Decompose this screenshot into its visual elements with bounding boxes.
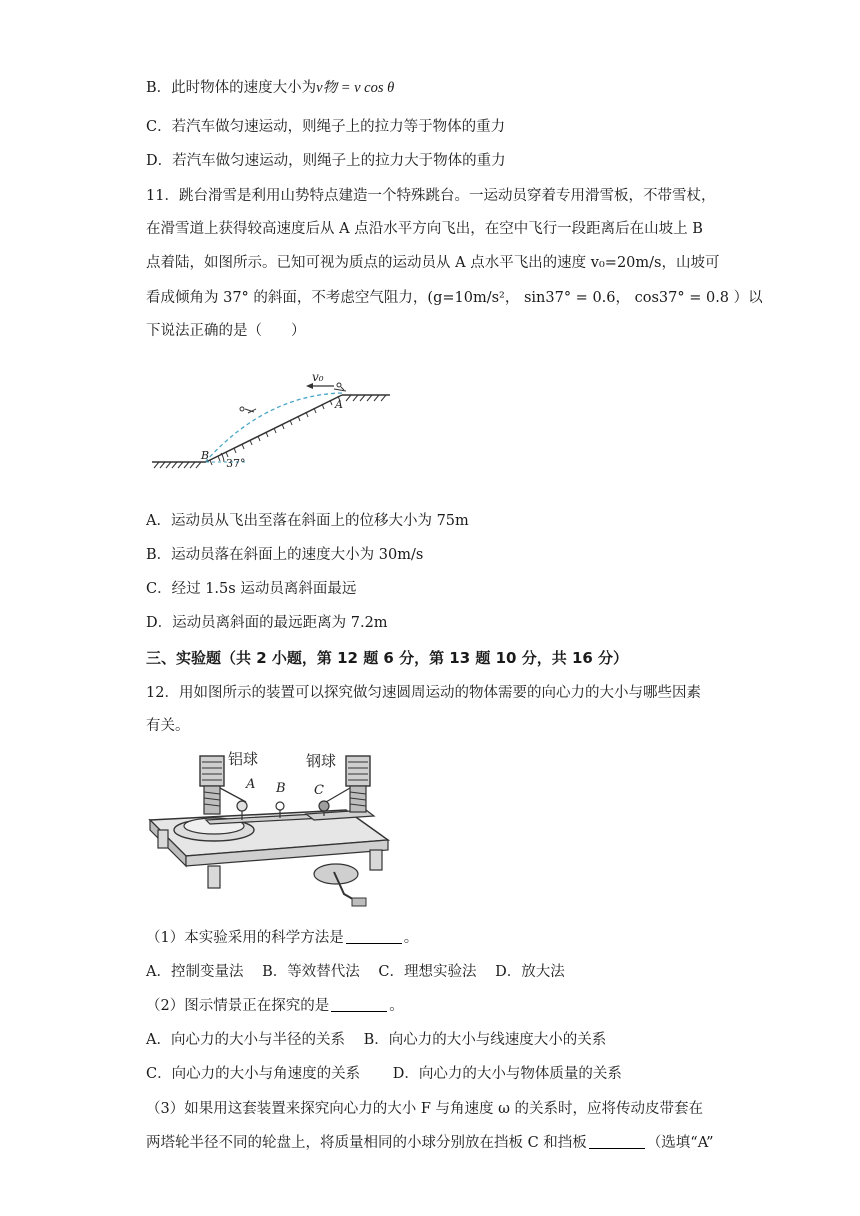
trajectory-path [206,393,342,461]
q12-sub2 [146,996,404,1016]
label-a-baffle: A [246,777,256,792]
q10-option-c: C．若汽车做匀速运动，则绳子上的拉力等于物体的重力 [146,119,506,135]
q11-option-a: A．运动员从飞出至落在斜面上的位移大小为 75m [146,513,469,529]
q12-sub3-line2-text: 两塔轮半径不同的轮盘上，将质量相同的小球分别放在挡板 C 和挡板 [146,1135,587,1151]
leg-front-right [370,850,382,870]
skier-midair-icon [240,407,256,413]
q12-sub2-option-d: D．向心力的大小与物体质量的关系 [392,1066,622,1082]
q12-sub1-end: 。 [403,930,419,946]
label-aluminum-ball: 铝球 [228,750,259,768]
right-lever [326,788,350,802]
q10-option-b-text: B．此时物体的速度大小为 [146,80,317,96]
label-b: B [201,449,210,462]
q12-sub3-line2 [146,1133,713,1153]
q11-option-b: B．运动员落在斜面上的速度大小为 30m/s [146,547,424,563]
top-platform-hatch [346,395,386,401]
q10-option-b-formula: v物 = v cos θ [316,80,395,96]
left-lever [220,788,246,802]
q12-sub2-options-row1 [146,1030,606,1050]
leg-back-left [158,830,168,848]
q12-sub3-blank [589,1134,645,1149]
q10-option-b [146,78,394,98]
q11-stem-line1: 11．跳台滑雪是利用山势特点建造一个特殊跳台。一运动员穿着专用滑雪板，不带雪杖， [146,188,716,204]
q12-sub1-option-b: B．等效替代法 [262,964,360,980]
q12-sub2-option-c: C．向心力的大小与角速度的关系 [146,1066,361,1082]
q12-sub1-option-a: A．控制变量法 [146,964,244,980]
q12-sub3-line2-end: （选填“A” [646,1135,714,1151]
q11-option-d: D．运动员离斜面的最远距离为 7.2m [146,615,388,631]
label-b-baffle: B [276,781,286,796]
label-v0: v₀ [312,370,324,384]
q11-stem-line2: 在滑雪道上获得较高速度后从 A 点沿水平方向飞出，在空中飞行一段距离后在山坡上 B [146,221,703,237]
q12-stem-line2: 有关。 [146,718,190,734]
leg-front-left [208,866,220,888]
bottom-ground-hatch [154,462,201,468]
q12-sub1-options [146,962,565,982]
q11-stem-line4: 看成倾角为 37° 的斜面，不考虑空气阻力，(g=10m/s²， sin37° = 0.6， cos37° = 0.8 ）以 [146,290,763,306]
q12-sub2-options-row2 [146,1064,622,1084]
q12-sub2-end: 。 [389,998,404,1014]
label-steel-ball: 钢球 [306,752,337,770]
q11-option-c: C．经过 1.5s 运动员离斜面最远 [146,581,357,597]
section-3-heading: 三、实验题（共 2 小题，第 12 题 6 分，第 13 题 10 分，共 16 分） [146,649,629,667]
label-angle: 37° [226,457,246,470]
q11-stem-line5: 下说法正确的是（ ） [146,323,306,339]
steel-ball-at-c [319,801,329,811]
ski-jump-figure [146,365,396,477]
q12-sub2-blank [331,997,387,1012]
right-sleeve [346,756,370,786]
q12-sub1 [146,928,418,948]
q12-sub1-text: （1）本实验采用的科学方法是 [146,930,344,946]
q12-sub1-blank [346,929,402,944]
baffle-b-knob [276,802,284,810]
label-c-baffle: C [314,783,324,798]
skier-at-a-icon [334,383,346,391]
q12-sub1-option-d: D．放大法 [495,964,565,980]
q12-stem-line1: 12．用如图所示的装置可以探究做匀速圆周运动的物体需要的向心力的大小与哪些因素 [146,685,701,701]
q12-sub3-line1: （3）如果用这套装置来探究向心力的大小 F 与角速度 ω 的关系时，应将传动皮带套在 [146,1101,704,1117]
left-sleeve [200,756,224,786]
q12-sub2-text: （2）图示情景正在探究的是 [146,998,330,1014]
q11-stem-line3: 点着陆，如图所示。已知可视为质点的运动员从 A 点水平飞出的速度 v₀=20m/s，山坡可 [146,255,720,271]
q12-sub2-option-a: A．向心力的大小与半径的关系 [146,1032,345,1048]
label-a: A [335,398,343,411]
crank-grip [352,898,366,906]
q10-option-d: D．若汽车做匀速运动，则绳子上的拉力大于物体的重力 [146,153,506,169]
q12-sub2-option-b: B．向心力的大小与线速度大小的关系 [363,1032,607,1048]
aluminum-ball-at-a [237,801,247,811]
q12-sub1-option-c: C．理想实验法 [378,964,477,980]
centripetal-force-apparatus-figure [146,744,396,912]
